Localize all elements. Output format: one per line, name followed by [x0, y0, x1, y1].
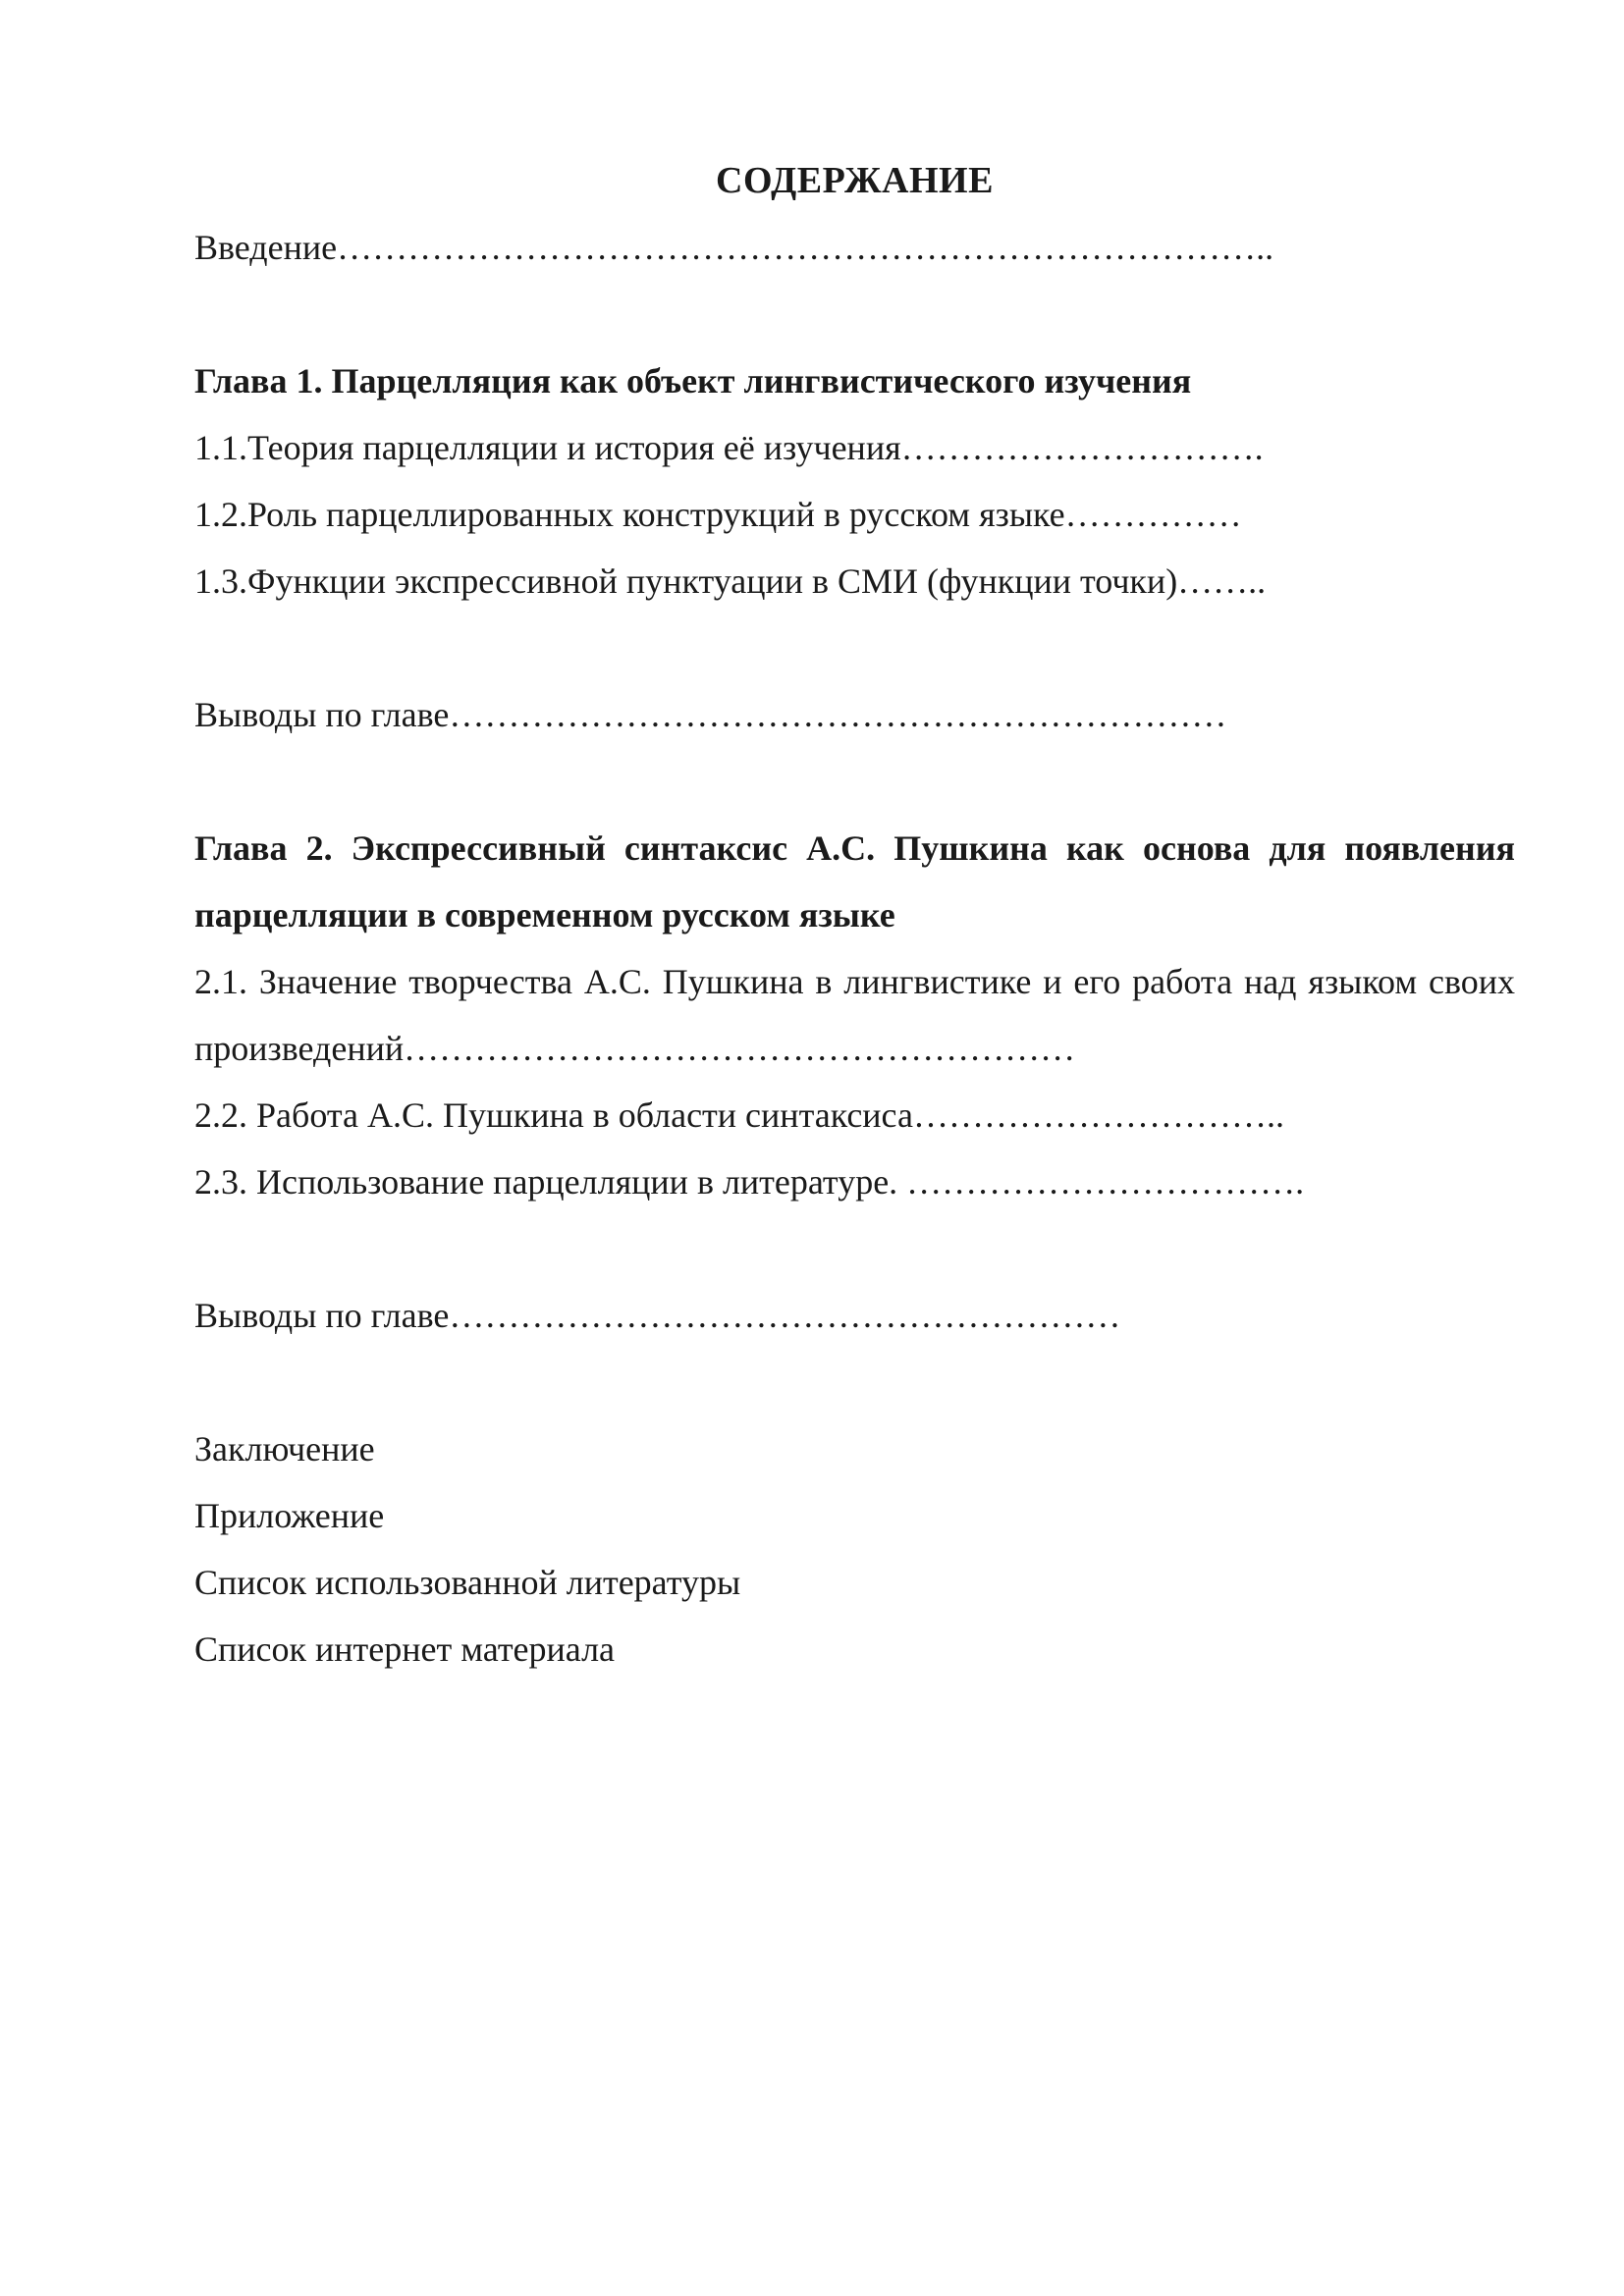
chapter-2-heading: Глава 2. Экспрессивный синтаксис А.С. Пушкина как основа для появления парцелляции в современном русском языке — [194, 828, 1515, 934]
chapter-2-conclusions: Выводы по главе………………………………………………… — [194, 1296, 1121, 1335]
spacer — [194, 748, 1515, 815]
table-of-contents — [194, 147, 1515, 1682]
page-title: СОДЕРЖАНИЕ — [716, 160, 994, 201]
toc-internet-materials: Список интернет материала — [194, 1629, 616, 1669]
toc-item-2-2: 2.2. Работа А.С. Пушкина в области синтаксиса………………………….. — [194, 1095, 1284, 1135]
toc-introduction: Введение…………………………………………………………………….. — [194, 228, 1274, 267]
toc-references: Список использованной литературы — [194, 1563, 741, 1602]
toc-item-1-1: 1.1.Теория парцелляции и история её изучения…………………………. — [194, 428, 1264, 467]
spacer — [194, 281, 1515, 347]
spacer — [194, 1215, 1515, 1282]
chapter-1-heading: Глава 1. Парцелляция как объект лингвистического изучения — [194, 361, 1192, 400]
spacer — [194, 614, 1515, 681]
spacer — [194, 1349, 1515, 1415]
toc-item-1-2: 1.2.Роль парцеллированных конструкций в русском языке…………… — [194, 495, 1242, 534]
toc-appendix: Приложение — [194, 1496, 385, 1535]
toc-conclusion: Заключение — [194, 1429, 375, 1468]
chapter-1-conclusions: Выводы по главе………………………………………………………… — [194, 695, 1227, 734]
toc-item-2-3: 2.3. Использование парцелляции в литературе. ……………………………. — [194, 1162, 1305, 1201]
toc-item-1-3: 1.3.Функции экспрессивной пунктуации в СМИ (функции точки)…….. — [194, 561, 1267, 601]
toc-item-2-1: 2.1. Значение творчества А.С. Пушкина в лингвистике и его работа над языком своих произведений………………………………………………… — [194, 962, 1515, 1068]
